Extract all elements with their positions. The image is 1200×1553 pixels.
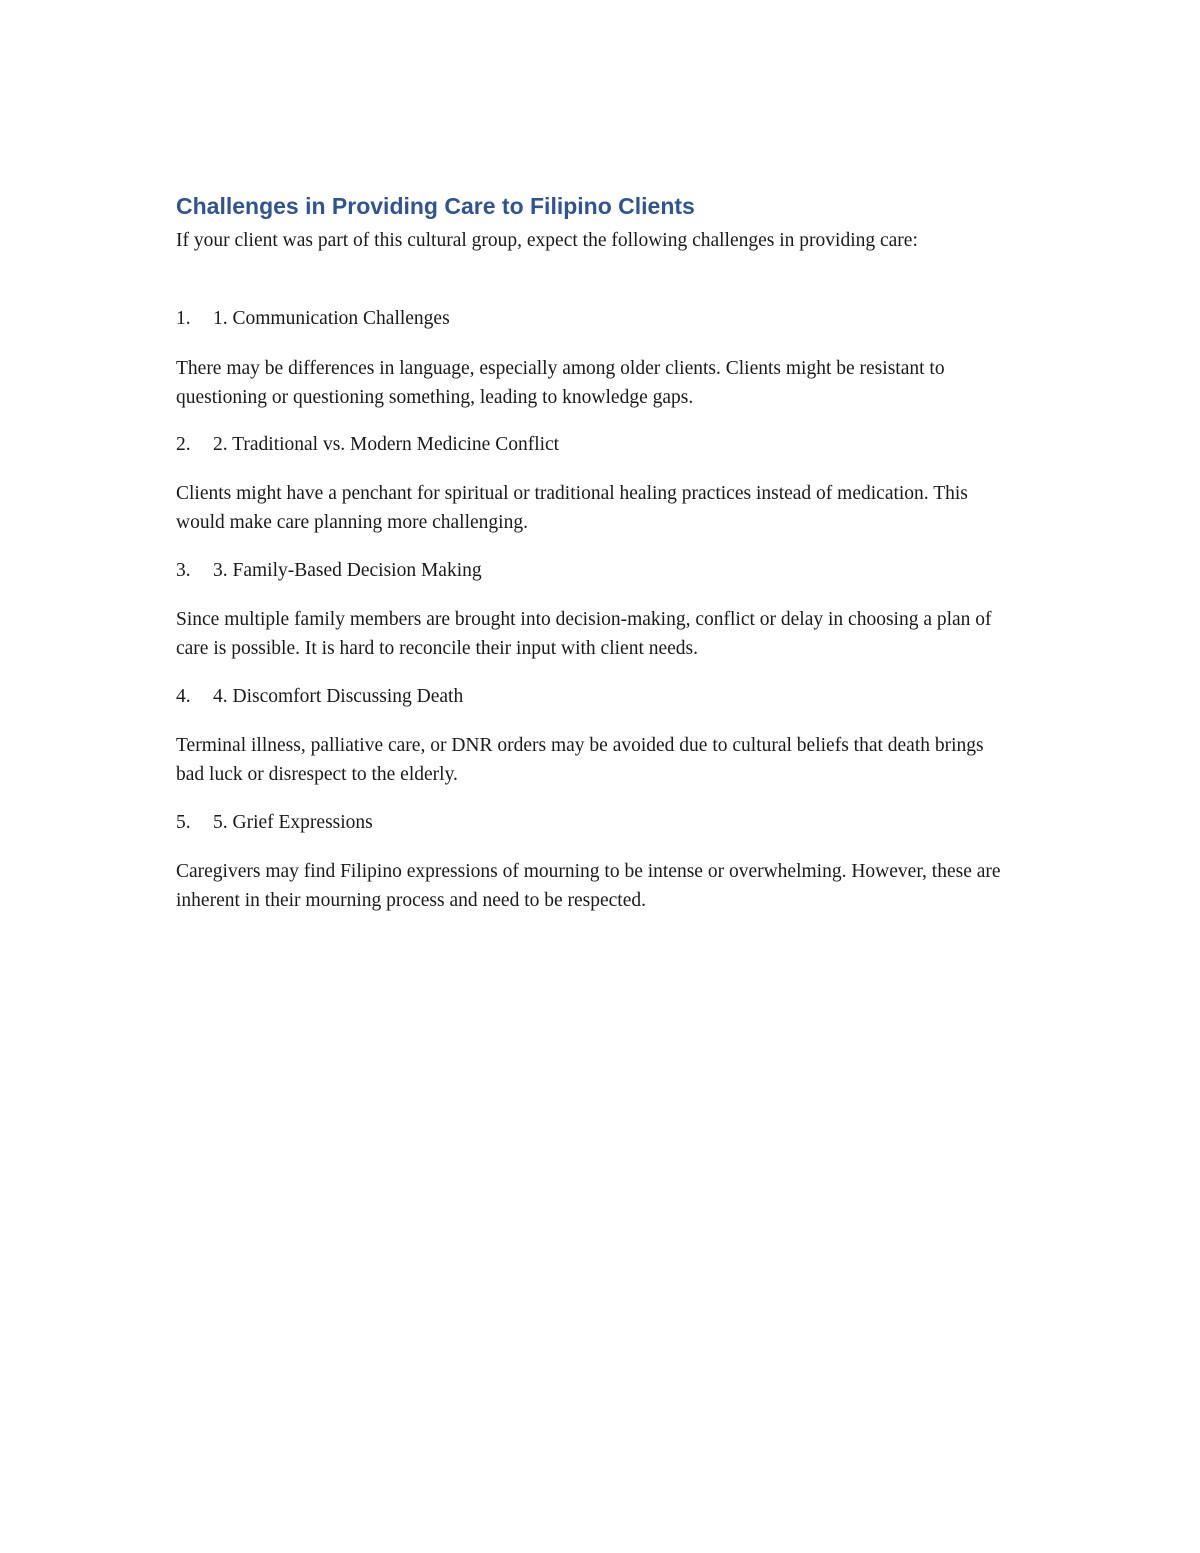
list-heading-text: 3. Family-Based Decision Making (213, 560, 482, 581)
list-heading-text: 1. Communication Challenges (213, 308, 450, 329)
list-heading-text: 2. Traditional vs. Modern Medicine Conflict (213, 434, 560, 455)
list-number: 2. (176, 434, 191, 455)
list-item-body: Terminal illness, palliative care, or DNR orders may be avoided due to cultural beliefs that death brings bad luck or disrespect to the elderly. (176, 735, 984, 785)
list-item-body: There may be differences in language, especially among older clients. Clients might be resistant to questioning or questioning something, leading to knowledge gaps. (176, 358, 945, 408)
list-item-heading (176, 808, 373, 837)
list-item-heading (176, 682, 463, 711)
list-item-body: Since multiple family members are brought into decision-making, conflict or delay in choosing a plan of care is possible. It is hard to reconcile their input with client needs. (176, 609, 992, 659)
list-item-heading (176, 430, 559, 459)
list-number: 5. (176, 812, 191, 833)
page-title: Challenges in Providing Care to Filipino Clients (176, 193, 695, 219)
list-number: 4. (176, 686, 191, 707)
list-heading-text: 4. Discomfort Discussing Death (213, 686, 464, 707)
list-item-body: Clients might have a penchant for spiritual or traditional healing practices instead of medication. This would make care planning more challenging. (176, 483, 968, 533)
intro-paragraph: If your client was part of this cultural group, expect the following challenges in providing care: (176, 230, 918, 251)
list-heading-text: 5. Grief Expressions (213, 812, 373, 833)
list-number: 1. (176, 308, 191, 329)
list-number: 3. (176, 560, 191, 581)
list-item-heading (176, 304, 450, 333)
list-item-body: Caregivers may find Filipino expressions of mourning to be intense or overwhelming. However, these are inherent in their mourning process and need to be respected. (176, 861, 1001, 911)
list-item-heading (176, 556, 482, 585)
